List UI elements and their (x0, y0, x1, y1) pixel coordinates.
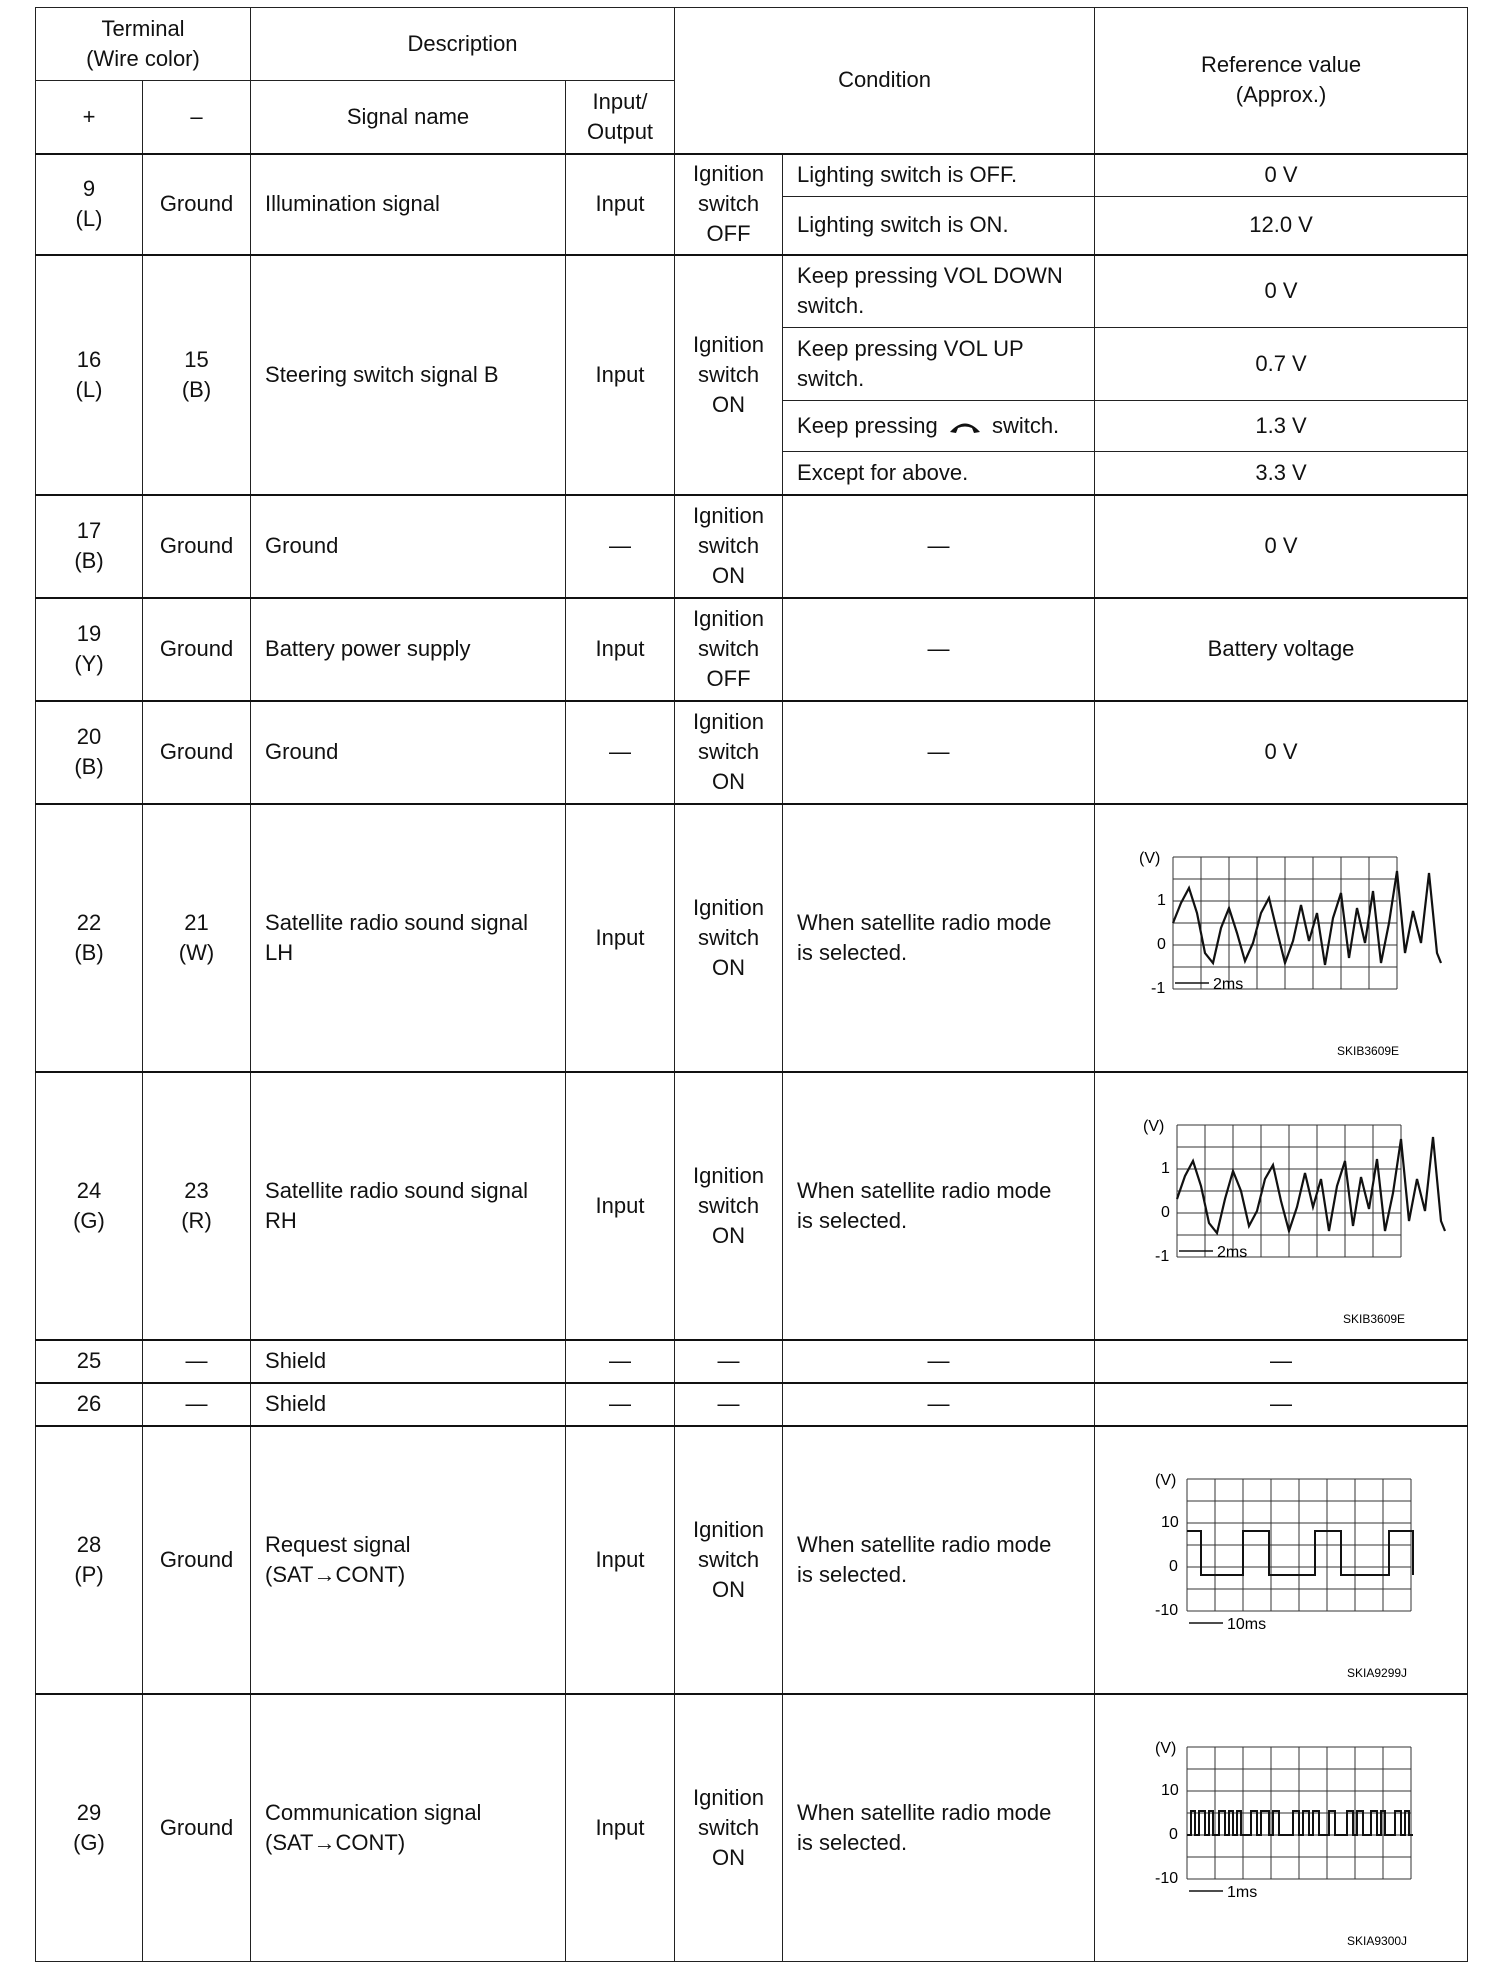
time-scale-label: 2ms (1217, 1243, 1248, 1261)
time-scale-label: 2ms (1213, 975, 1244, 993)
terminal-plus: 19 (Y) (36, 598, 143, 701)
condition: When satellite radio mode is selected. (783, 1426, 1095, 1694)
input-output: Input (566, 598, 675, 701)
signal-name: Request signal (SAT→CONT) (251, 1426, 566, 1694)
y-unit-label: (V) (1155, 1739, 1177, 1757)
terminal-minus: — (143, 1383, 251, 1426)
signal-name: Ground (251, 701, 566, 804)
waveform-trace (1177, 1137, 1445, 1233)
reference-value: 3.3 V (1095, 452, 1468, 495)
terminal-plus: 24 (G) (36, 1072, 143, 1340)
condition: Lighting switch is ON. (783, 197, 1095, 255)
time-scale-label: 10ms (1227, 1615, 1267, 1633)
reference-waveform (1095, 804, 1468, 1072)
condition: — (783, 495, 1095, 598)
table-row (36, 1426, 1468, 1694)
figure-code: SKIB3609E (1337, 1043, 1400, 1058)
signal-name: Communication signal (SAT→CONT) (251, 1694, 566, 1962)
ignition-state: Ignition switch ON (675, 1694, 783, 1962)
ignition-state: — (675, 1340, 783, 1383)
waveform-chart-lh (1101, 813, 1461, 1063)
condition: When satellite radio mode is selected. (783, 1694, 1095, 1962)
reference-waveform (1095, 1426, 1468, 1694)
header-condition: Condition (675, 8, 1095, 154)
y-tick-label: -1 (1155, 1247, 1170, 1265)
terminal-plus: 9 (L) (36, 154, 143, 255)
header-signal-name: Signal name (251, 81, 566, 154)
waveform-chart-communication (1101, 1703, 1461, 1953)
input-output: Input (566, 1426, 675, 1694)
terminal-minus: 21 (W) (143, 804, 251, 1072)
signal-name: Battery power supply (251, 598, 566, 701)
y-tick-label: 1 (1157, 891, 1166, 909)
terminal-minus: Ground (143, 1426, 251, 1694)
condition: — (783, 1340, 1095, 1383)
terminal-minus: — (143, 1340, 251, 1383)
reference-value: 0 V (1095, 255, 1468, 328)
signal-name: Steering switch signal B (251, 255, 566, 495)
terminal-plus: 28 (P) (36, 1426, 143, 1694)
phone-hang-up-icon (948, 419, 982, 435)
condition: Keep pressing switch. (783, 401, 1095, 452)
terminal-plus: 16 (L) (36, 255, 143, 495)
table-row (36, 1072, 1468, 1340)
terminal-reference-table (35, 7, 1468, 1962)
input-output: Input (566, 1694, 675, 1962)
y-unit-label: (V) (1139, 849, 1161, 867)
condition: Keep pressing VOL DOWN switch. (783, 255, 1095, 328)
condition: When satellite radio mode is selected. (783, 804, 1095, 1072)
condition: Except for above. (783, 452, 1095, 495)
figure-code: SKIA9299J (1347, 1665, 1408, 1680)
signal-name: Illumination signal (251, 154, 566, 255)
input-output: Input (566, 804, 675, 1072)
y-unit-label: (V) (1143, 1117, 1165, 1135)
ignition-state: Ignition switch ON (675, 1072, 783, 1340)
y-unit-label: (V) (1155, 1471, 1177, 1489)
signal-name: Satellite radio sound signal LH (251, 804, 566, 1072)
terminal-minus: 15 (B) (143, 255, 251, 495)
ignition-state: Ignition switch ON (675, 1426, 783, 1694)
reference-value: 0.7 V (1095, 328, 1468, 401)
reference-value: — (1095, 1383, 1468, 1426)
reference-value: 12.0 V (1095, 197, 1468, 255)
table-row (36, 255, 1468, 328)
terminal-minus: Ground (143, 598, 251, 701)
waveform-grid (1187, 1479, 1411, 1611)
y-tick-label: 0 (1169, 1825, 1178, 1843)
terminal-plus: 17 (B) (36, 495, 143, 598)
y-tick-label: 0 (1161, 1203, 1170, 1221)
waveform-trace (1187, 1531, 1413, 1575)
y-tick-label: 0 (1157, 935, 1166, 953)
reference-value: — (1095, 1340, 1468, 1383)
ignition-state: Ignition switch ON (675, 701, 783, 804)
condition: — (783, 701, 1095, 804)
input-output: Input (566, 1072, 675, 1340)
header-minus: – (143, 81, 251, 154)
ignition-state: Ignition switch OFF (675, 154, 783, 255)
waveform-chart-rh (1101, 1081, 1461, 1331)
reference-value: 0 V (1095, 495, 1468, 598)
figure-code: SKIB3609E (1343, 1311, 1406, 1326)
waveform-trace (1173, 871, 1441, 965)
reference-value: Battery voltage (1095, 598, 1468, 701)
input-output: — (566, 1383, 675, 1426)
input-output: — (566, 1340, 675, 1383)
input-output: — (566, 495, 675, 598)
table-row (36, 1340, 1468, 1383)
table-row (36, 598, 1468, 701)
y-tick-label: 10 (1161, 1781, 1179, 1799)
ignition-state: Ignition switch ON (675, 495, 783, 598)
reference-value: 0 V (1095, 701, 1468, 804)
table-row (36, 701, 1468, 804)
signal-name: Shield (251, 1383, 566, 1426)
terminal-minus: Ground (143, 1694, 251, 1962)
header-input-output: Input/ Output (566, 81, 675, 154)
y-tick-label: 1 (1161, 1159, 1170, 1177)
terminal-plus: 20 (B) (36, 701, 143, 804)
waveform-grid (1177, 1125, 1401, 1257)
waveform-chart-request (1101, 1435, 1461, 1685)
header-description: Description (251, 8, 675, 81)
ignition-state: Ignition switch ON (675, 255, 783, 495)
figure-code: SKIA9300J (1347, 1933, 1408, 1948)
ignition-state: Ignition switch OFF (675, 598, 783, 701)
table-row (36, 804, 1468, 1072)
terminal-plus: 26 (36, 1383, 143, 1426)
condition: — (783, 598, 1095, 701)
condition: Keep pressing VOL UP switch. (783, 328, 1095, 401)
condition: Lighting switch is OFF. (783, 154, 1095, 197)
reference-value: 0 V (1095, 154, 1468, 197)
reference-waveform (1095, 1694, 1468, 1962)
terminal-minus: 23 (R) (143, 1072, 251, 1340)
input-output: Input (566, 154, 675, 255)
signal-name: Ground (251, 495, 566, 598)
header-reference-value: Reference value (Approx.) (1095, 8, 1468, 154)
reference-waveform (1095, 1072, 1468, 1340)
ignition-state: Ignition switch ON (675, 804, 783, 1072)
terminal-plus: 22 (B) (36, 804, 143, 1072)
terminal-minus: Ground (143, 701, 251, 804)
waveform-trace (1187, 1811, 1413, 1835)
table-row (36, 495, 1468, 598)
input-output: Input (566, 255, 675, 495)
input-output: — (566, 701, 675, 804)
table-row (36, 1694, 1468, 1962)
header-terminal: Terminal (Wire color) (36, 8, 251, 81)
terminal-plus: 29 (G) (36, 1694, 143, 1962)
time-scale-label: 1ms (1227, 1883, 1258, 1901)
condition: When satellite radio mode is selected. (783, 1072, 1095, 1340)
terminal-minus: Ground (143, 154, 251, 255)
waveform-grid (1173, 857, 1397, 989)
table-row (36, 1383, 1468, 1426)
header-plus: + (36, 81, 143, 154)
signal-name: Shield (251, 1340, 566, 1383)
y-tick-label: 0 (1169, 1557, 1178, 1575)
reference-value: 1.3 V (1095, 401, 1468, 452)
y-tick-label: -10 (1155, 1601, 1179, 1619)
y-tick-label: 10 (1161, 1513, 1179, 1531)
ignition-state: — (675, 1383, 783, 1426)
condition: — (783, 1383, 1095, 1426)
signal-name: Satellite radio sound signal RH (251, 1072, 566, 1340)
y-tick-label: -10 (1155, 1869, 1179, 1887)
terminal-plus: 25 (36, 1340, 143, 1383)
y-tick-label: -1 (1151, 979, 1166, 997)
terminal-minus: Ground (143, 495, 251, 598)
table-row (36, 154, 1468, 197)
